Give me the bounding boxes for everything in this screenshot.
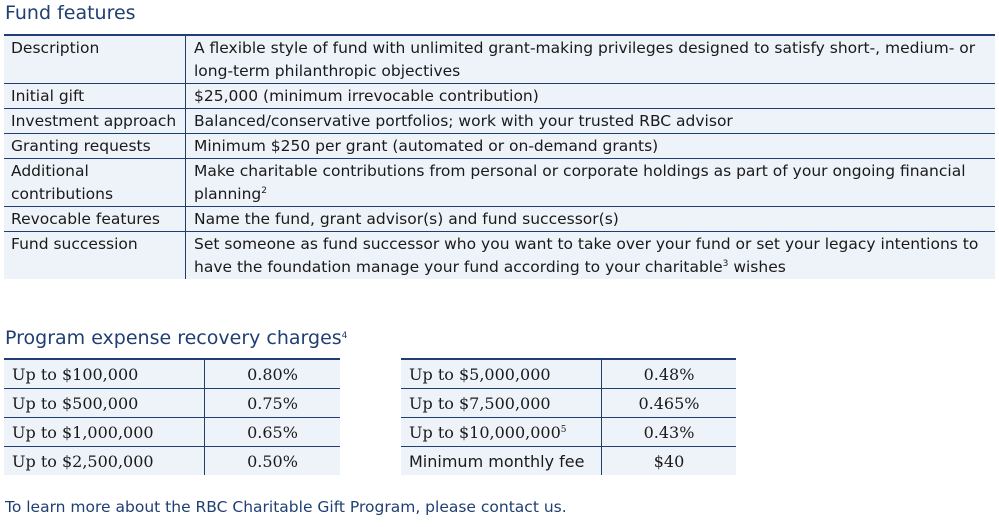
tier-cell	[401, 418, 602, 447]
table-row	[4, 389, 340, 418]
tier-cell: Minimum monthly fee	[401, 447, 602, 476]
table-row	[4, 109, 995, 134]
tier-cell: Up to $7,500,000	[401, 389, 602, 418]
rate-cell: 0.75%	[205, 389, 341, 418]
footnote-marker: 5	[560, 424, 567, 435]
row-label-revocable-features: Revocable features	[4, 207, 186, 232]
row-value-fund-succession	[186, 232, 996, 280]
row-label-investment-approach: Investment approach	[4, 109, 186, 134]
tier-cell: Up to $2,500,000	[4, 447, 205, 476]
row-label-additional-contributions: Additional contributions	[4, 159, 186, 207]
value-text: Make charitable contributions from personal or corporate holdings as part of your ongoing financial planning	[194, 162, 966, 203]
tier-cell: Up to $5,000,000	[401, 359, 602, 389]
table-row	[401, 359, 736, 389]
table-row	[4, 232, 995, 280]
row-label-initial-gift: Initial gift	[4, 84, 186, 109]
tier-cell: Up to $500,000	[4, 389, 205, 418]
row-label-fund-succession: Fund succession	[4, 232, 186, 280]
row-value-initial-gift: $25,000 (minimum irrevocable contribution)	[186, 84, 996, 109]
table-row	[401, 418, 736, 447]
row-value-revocable-features: Name the fund, grant advisor(s) and fund successor(s)	[186, 207, 996, 232]
rate-cell: 0.465%	[602, 389, 737, 418]
table-row	[401, 389, 736, 418]
value-text: Set someone as fund successor who you want to take over your fund or set your legacy intentions to have the foundation manage your fund according to your charitable	[194, 235, 979, 276]
rate-cell: 0.80%	[205, 359, 341, 389]
value-text: wishes	[728, 258, 786, 276]
expense-charges-heading	[5, 327, 347, 349]
tier-text: Up to $10,000,000	[409, 422, 561, 442]
row-value-investment-approach: Balanced/conservative portfolios; work with your trusted RBC advisor	[186, 109, 996, 134]
rate-cell: $40	[602, 447, 737, 476]
table-row	[4, 359, 340, 389]
table-row	[401, 447, 736, 476]
row-label-granting-requests: Granting requests	[4, 134, 186, 159]
fund-features-heading: Fund features	[5, 2, 136, 24]
row-value-granting-requests: Minimum $250 per grant (automated or on-demand grants)	[186, 134, 996, 159]
charges-table-left	[4, 358, 340, 475]
fund-features-table	[4, 34, 995, 279]
footnote-marker: 4	[341, 331, 348, 341]
tier-cell: Up to $100,000	[4, 359, 205, 389]
footnote-marker: 2	[261, 186, 267, 196]
row-value-description: A flexible style of fund with unlimited grant-making privileges designed to satisfy short-, medium- or long-term philanthropic objectives	[186, 35, 996, 84]
table-row	[4, 418, 340, 447]
rate-cell: 0.43%	[602, 418, 737, 447]
footnote-marker: 3	[722, 259, 729, 269]
charges-table-right	[401, 358, 736, 475]
table-row	[4, 35, 995, 84]
rate-cell: 0.50%	[205, 447, 341, 476]
table-row	[4, 447, 340, 476]
contact-footer-text: To learn more about the RBC Charitable Gift Program, please contact us.	[5, 498, 567, 516]
table-row	[4, 159, 995, 207]
rate-cell: 0.48%	[602, 359, 737, 389]
row-value-additional-contributions	[186, 159, 996, 207]
rate-cell: 0.65%	[205, 418, 341, 447]
heading-text: Program expense recovery charges	[5, 327, 342, 349]
table-row	[4, 84, 995, 109]
table-row	[4, 207, 995, 232]
table-row	[4, 134, 995, 159]
tier-cell: Up to $1,000,000	[4, 418, 205, 447]
row-label-description: Description	[4, 35, 186, 84]
